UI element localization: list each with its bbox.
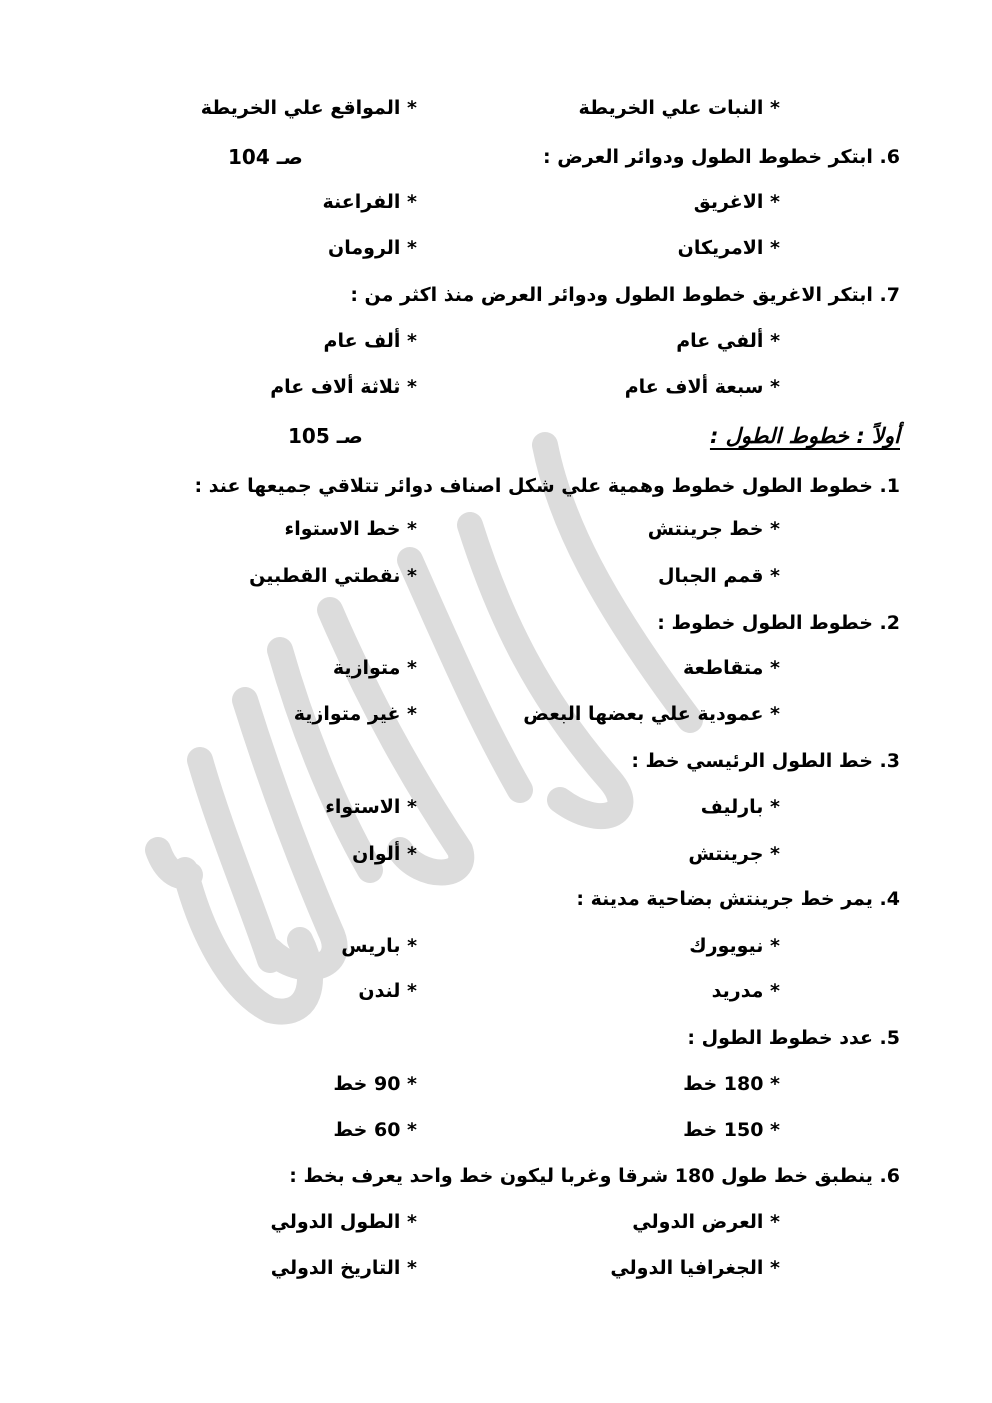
option-text: * 60 خط [333, 1119, 417, 1141]
option-text: * غير متوازية [293, 703, 417, 725]
option-text: * الرومان [328, 237, 417, 259]
question-text: 6. ينطبق خط طول 180 شرقا وغربا ليكون خط واحد يعرف بخط : [289, 1165, 900, 1187]
option-text: * خط الاستواء [284, 518, 417, 540]
question-text: 4. يمر خط جرينتش بضاحية مدينة : [576, 888, 900, 910]
option-text: * لندن [358, 980, 417, 1002]
option-text: * الطول الدولي [270, 1211, 417, 1233]
option-text: * بارليف [700, 796, 780, 818]
option-text: * العرض الدولي [632, 1211, 780, 1233]
question-text: 6. ابتكر خطوط الطول ودوائر العرض : [543, 146, 900, 168]
option-text: * الجغرافيا الدولي [610, 1257, 780, 1279]
section-heading: أولاً : خطوط الطول : [709, 424, 900, 448]
option-text: * الفراعنة [322, 191, 417, 213]
option-text: * متوازية [332, 657, 417, 679]
option-text: * باريس [341, 935, 417, 957]
question-text: 1. خطوط الطول خطوط وهمية علي شكل اصناف دوائر تتلاقي جميعها عند : [194, 475, 900, 497]
option-text: * مدريد [711, 980, 780, 1002]
option-text: * 180 خط [683, 1073, 780, 1095]
option-text: * النبات علي الخريطة [578, 97, 780, 119]
option-text: * قمم الجبال [658, 565, 780, 587]
option-text: * ألف عام [323, 330, 417, 352]
page-reference: صـ 105 [288, 424, 363, 448]
option-text: * ألوان [352, 843, 417, 865]
option-text: * نقطتي القطبين [249, 565, 417, 587]
option-text: * التاريخ الدولي [270, 1257, 417, 1279]
option-text: * متقاطعة [682, 657, 780, 679]
question-text: 3. خط الطول الرئيسي خط : [631, 750, 900, 772]
option-text: * ألفي عام [676, 330, 780, 352]
option-text: * المواقع علي الخريطة [200, 97, 417, 119]
question-text: 2. خطوط الطول خطوط : [657, 612, 900, 634]
page-reference: صـ 104 [228, 145, 303, 169]
option-text: * عمودية علي بعضها البعض [523, 703, 780, 725]
option-text: * 90 خط [333, 1073, 417, 1095]
option-text: * جرينتش [688, 843, 780, 865]
option-text: * خط جرينتش [647, 518, 780, 540]
option-text: * الاغريق [693, 191, 780, 213]
option-text: * نيويورك [689, 935, 780, 957]
option-text: * الامريكان [677, 237, 780, 259]
option-text: * ثلاثة ألاف عام [270, 376, 417, 398]
option-text: * سبعة ألاف عام [624, 376, 780, 398]
question-text: 7. ابتكر الاغريق خطوط الطول ودوائر العرض منذ اكثر من : [350, 284, 900, 306]
option-text: * 150 خط [683, 1119, 780, 1141]
question-text: 5. عدد خطوط الطول : [687, 1027, 900, 1049]
option-text: * الاستواء [325, 796, 417, 818]
